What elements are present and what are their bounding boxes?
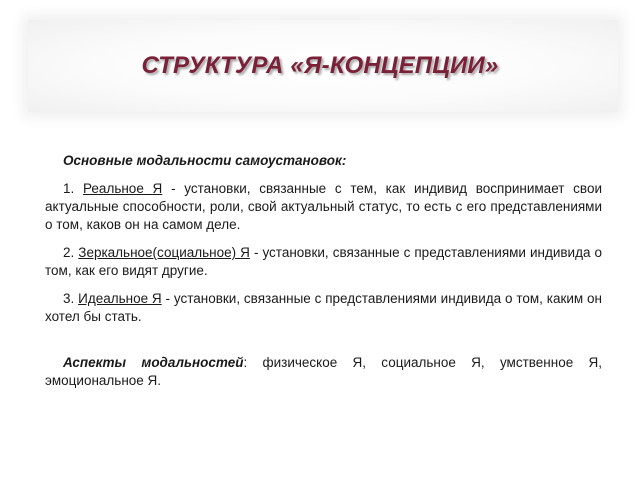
list-item-mirror-self [45, 244, 602, 280]
slide-content [45, 152, 602, 400]
item-text: - установки, связанные с представлениями индивида о том, как его видят другие. [45, 245, 603, 278]
aspects-text: : физическое Я, социальное Я, умственное Я, эмоциональное Я. [45, 355, 602, 388]
item-text: - установки, связанные с представлениями индивида о том, каким он хотел бы стать. [45, 291, 602, 324]
modalities-heading-text: Основные модальности самоустановок: [63, 153, 347, 168]
list-item-ideal-self [45, 290, 602, 326]
modalities-heading [45, 152, 602, 170]
spacer [45, 336, 602, 354]
slide-title: СТРУКТУРА «Я-КОНЦЕПЦИИ» [141, 52, 499, 79]
item-number: 3. [63, 291, 75, 306]
item-number: 2. [63, 245, 75, 260]
list-item-real-self [45, 180, 602, 234]
item-term: Реальное Я [83, 181, 163, 196]
aspects-paragraph [45, 354, 602, 390]
item-term: Зеркальное(социальное) Я [78, 245, 250, 260]
item-term: Идеальное Я [78, 291, 162, 306]
item-number: 1. [63, 181, 75, 196]
aspects-label: Аспекты модальностей [63, 355, 244, 370]
item-text: - установки, связанные с тем, как индивид воспринимает свои актуальные способности, роли, свой актуальный статус, то есть с его представлениями о том, каков он на самом деле. [45, 181, 602, 232]
